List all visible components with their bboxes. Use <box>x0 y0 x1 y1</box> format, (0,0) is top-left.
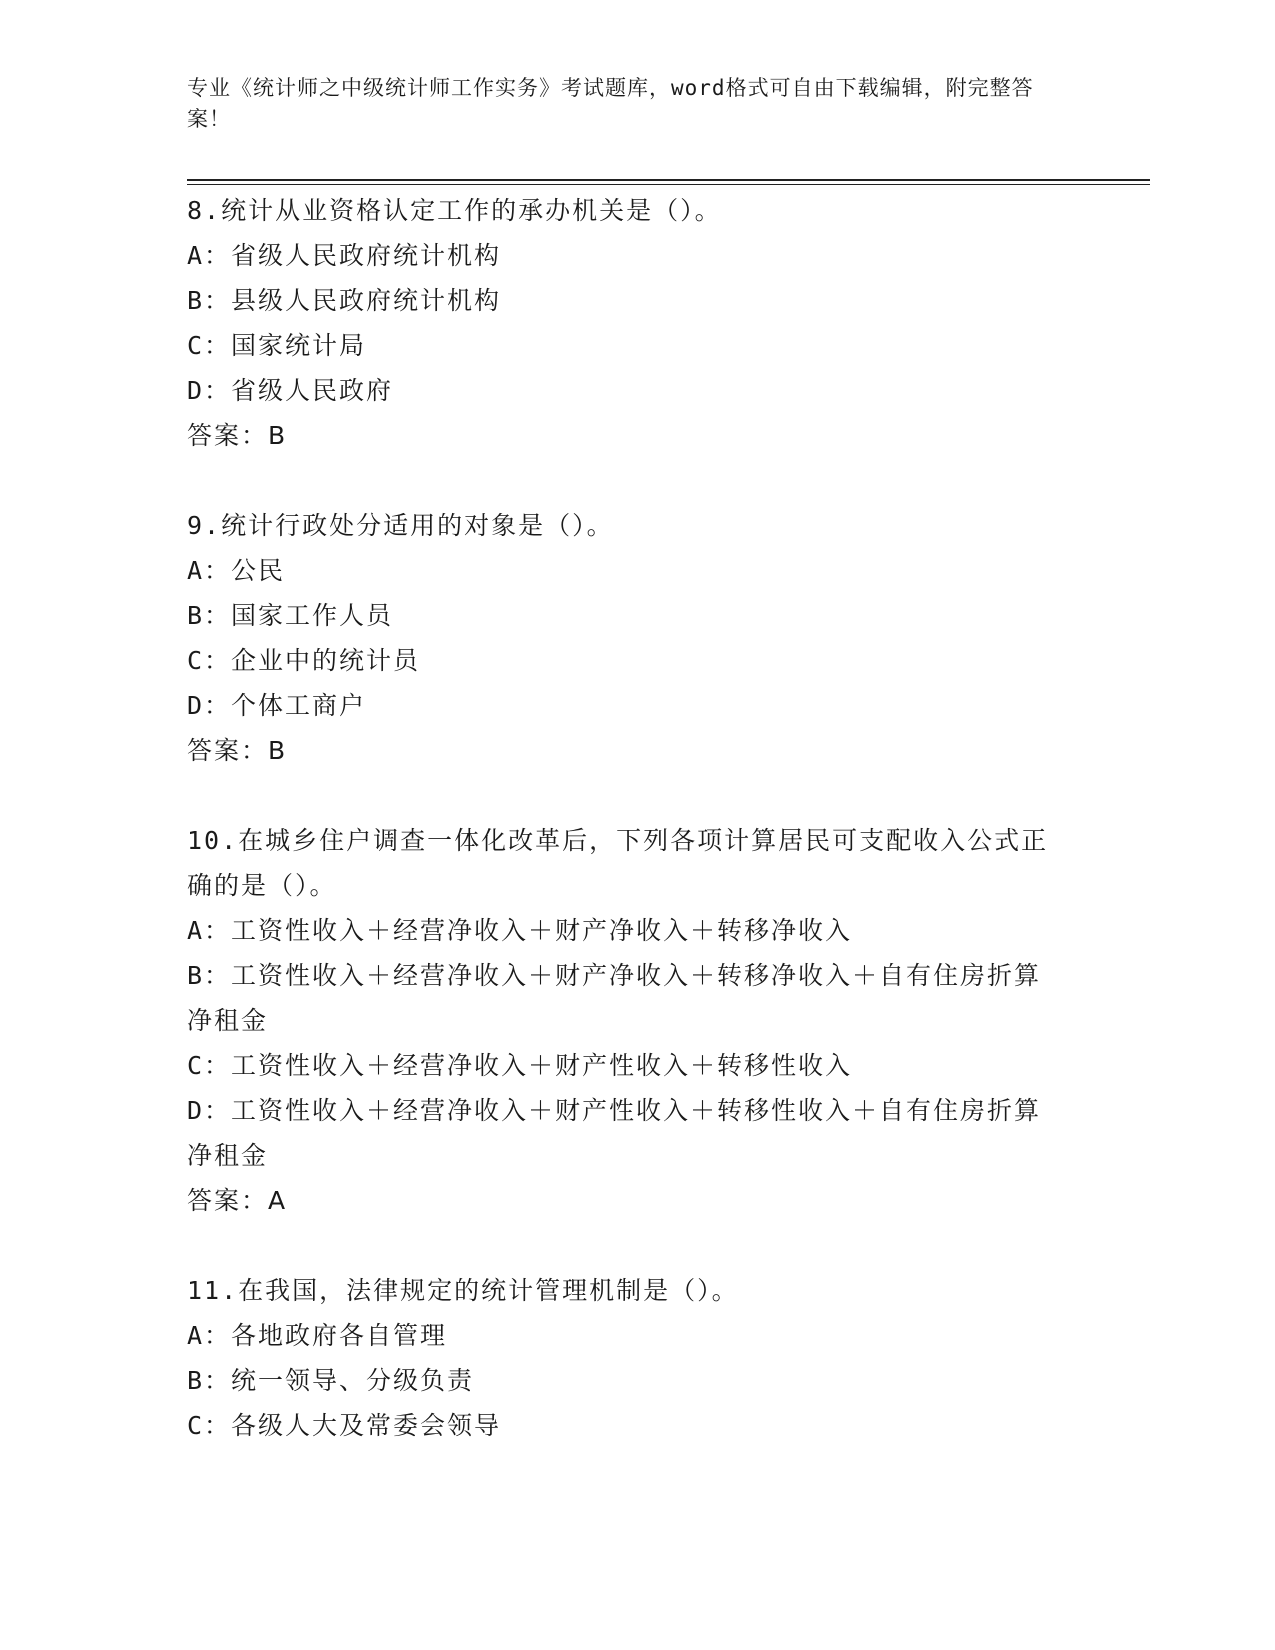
option-c: C：企业中的统计员 <box>187 646 421 675</box>
document-header: 专业《统计师之中级统计师工作实务》考试题库，word格式可自由下载编辑，附完整答案！ <box>187 76 1034 131</box>
option-a: A：省级人民政府统计机构 <box>187 241 502 270</box>
question-list <box>187 188 1067 1493</box>
question-8 <box>187 188 1067 458</box>
option-a: A：公民 <box>187 556 286 585</box>
answer-line: 答案：B <box>187 736 288 765</box>
question-text: 10.在城乡住户调查一体化改革后，下列各项计算居民可支配收入公式正确的是（）。 <box>187 826 1049 900</box>
option-a: A：工资性收入＋经营净收入＋财产净收入＋转移净收入 <box>187 916 853 945</box>
question-11 <box>187 1268 1067 1448</box>
option-b: B：县级人民政府统计机构 <box>187 286 502 315</box>
option-d: D：个体工商户 <box>187 691 367 720</box>
option-d: D：工资性收入＋经营净收入＋财产性收入＋转移性收入＋自有住房折算净租金 <box>187 1096 1042 1170</box>
option-d: D：省级人民政府 <box>187 376 394 405</box>
question-text: 9.统计行政处分适用的对象是（）。 <box>187 511 614 540</box>
answer-line: 答案：A <box>187 1186 288 1215</box>
question-text: 8.统计从业资格认定工作的承办机关是（）。 <box>187 196 722 225</box>
option-b: B：统一领导、分级负责 <box>187 1366 475 1395</box>
option-c: C：国家统计局 <box>187 331 367 360</box>
option-c: C：各级人大及常委会领导 <box>187 1411 502 1440</box>
answer-line: 答案：B <box>187 421 288 450</box>
option-c: C：工资性收入＋经营净收入＋财产性收入＋转移性收入 <box>187 1051 853 1080</box>
header-divider-thick <box>187 179 1150 181</box>
option-b: B：国家工作人员 <box>187 601 394 630</box>
question-9 <box>187 503 1067 773</box>
question-10 <box>187 818 1067 1223</box>
option-b: B：工资性收入＋经营净收入＋财产净收入＋转移净收入＋自有住房折算净租金 <box>187 961 1042 1035</box>
question-text: 11.在我国，法律规定的统计管理机制是（）。 <box>187 1276 739 1305</box>
header-divider-thin <box>187 184 1150 185</box>
option-a: A：各地政府各自管理 <box>187 1321 448 1350</box>
